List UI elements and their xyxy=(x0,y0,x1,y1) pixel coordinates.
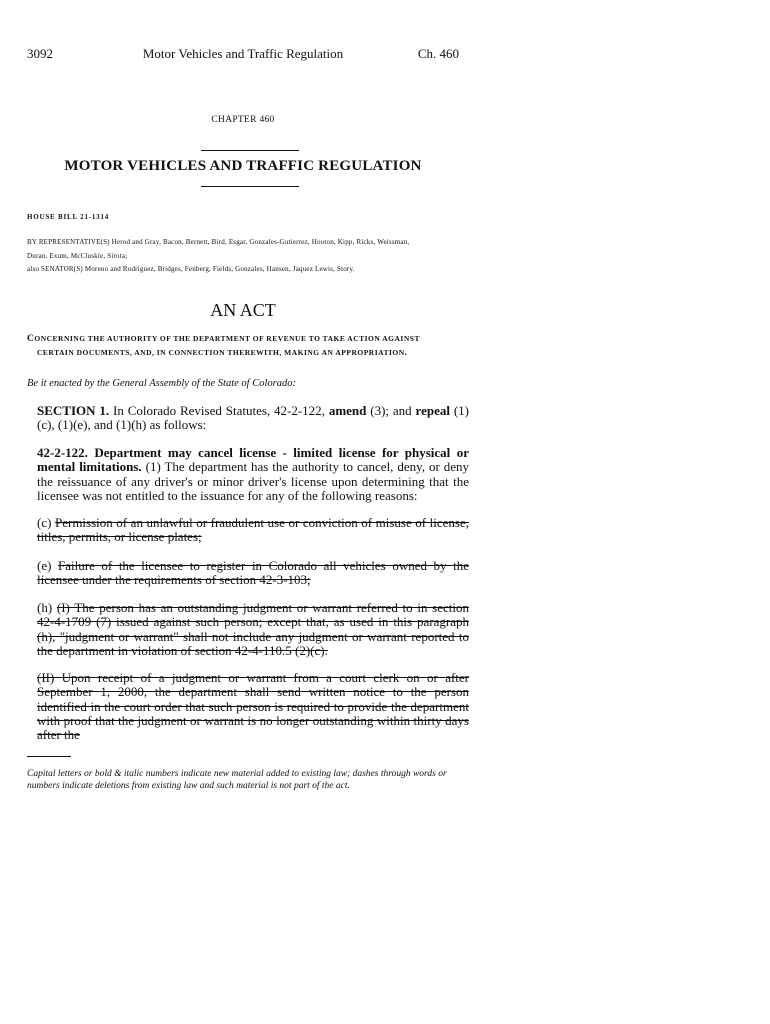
subparagraph-ii xyxy=(27,671,469,742)
section-1-text-c: (1)(c), (1)(e), and (1)(h) as follows: xyxy=(37,403,469,433)
statute-42-2-122 xyxy=(27,446,469,503)
statute-text: (1) The department has the authority to cancel, deny, or deny the reissuance of any driver's or minor driver's license upon determining that the licensee was not entitled to the issuance for any of the following reasons: xyxy=(37,459,469,503)
paragraph-h-label: (h) xyxy=(37,600,57,615)
paragraph-h xyxy=(27,601,469,658)
sponsors-line-3: also SENATOR(S) Moreno and Rodriguez, Bridges, Fenberg, Fields, Gonzales, Hansen, Jaquez Lewis, Story. xyxy=(27,265,355,273)
section-1-label: SECTION 1. xyxy=(37,403,110,418)
page-number: 3092 xyxy=(27,46,53,61)
footnote: Capital letters or bold & italic numbers indicate new material added to existing law; dashes through words or numbers indicate deletions from existing law and such material is not part of the act. xyxy=(27,769,447,791)
title-rule-bottom xyxy=(201,186,299,187)
paragraph-e xyxy=(27,559,469,588)
document-title: MOTOR VEHICLES AND TRAFFIC REGULATION xyxy=(64,158,422,174)
section-1 xyxy=(27,404,469,433)
concerning-line-1: ONCERNING THE AUTHORITY OF THE DEPARTMENT OF REVENUE TO TAKE ACTION AGAINST xyxy=(34,334,420,343)
concerning-period: . xyxy=(404,348,408,358)
subparagraph-ii-deleted-text: (II) Upon receipt of a judgment or warrant from a court clerk on or after September 1, 2000, the department shall send written notice to the person identified in the court order that such person is required to provide the department with proof that the judgment or warrant is no longer outstanding within thirty days after the xyxy=(37,670,469,743)
section-1-text-b: (3); and xyxy=(366,403,416,418)
title-rule-top xyxy=(201,150,299,151)
paragraph-c-label: (c) xyxy=(37,515,55,530)
amend-keyword: amend xyxy=(328,403,367,418)
document-page xyxy=(27,0,470,1024)
paragraph-c-deleted-text: Permission of an unlawful or fraudulent use or conviction of misuse of license, titles, permits, or license plates; xyxy=(37,515,469,545)
running-title: Motor Vehicles and Traffic Regulation xyxy=(142,46,344,61)
concerning-first-letter: C xyxy=(27,334,35,344)
chapter-reference: Ch. 460 xyxy=(417,46,459,61)
paragraph-e-deleted-text: Failure of the licensee to register in Colorado all vehicles owned by the licensee under the requirements of section 42-3-103; xyxy=(37,558,470,588)
paragraph-h-deleted-text: (I) The person has an outstanding judgment or warrant referred to in section 42-4-1709 (7) issued against such person; except that, as used in this paragraph (h), "judgment or warrant" shall not include any judgment or warrant reported to the department in violation of section 42-4-110.5 (2)(c). xyxy=(37,600,469,658)
repeal-keyword: repeal xyxy=(415,403,450,418)
chapter-label: CHAPTER 460 xyxy=(211,115,275,125)
paragraph-c xyxy=(27,516,469,545)
sponsors-line-1: BY REPRESENTATIVE(S) Herod and Gray, Bacon, Bernett, Bird, Esgar, Gonzales-Gutierrez, Hooton, Kipp, Ricks, Weissman, xyxy=(27,238,410,246)
concerning-clause xyxy=(27,332,459,360)
sponsors-line-2: Duran, Exum, McCluskie, Sirota; xyxy=(27,251,128,260)
enacting-clause: Be it enacted by the General Assembly of the State of Colorado: xyxy=(27,378,296,389)
bill-number: HOUSE BILL 21-1314 xyxy=(27,213,110,221)
sponsors xyxy=(27,236,459,277)
paragraph-e-label: (e) xyxy=(37,558,59,573)
footnote-rule xyxy=(27,756,71,757)
act-heading: AN ACT xyxy=(210,300,276,320)
statute-heading: 42-2-122. Department may cancel license - limited license for physical or mental limitations. xyxy=(37,445,469,475)
section-1-text-a: In Colorado Revised Statutes, 42-2-122, xyxy=(109,403,329,418)
concerning-line-2: CERTAIN DOCUMENTS, AND, IN CONNECTION THEREWITH, MAKING AN APPROPRIATION xyxy=(37,348,405,357)
